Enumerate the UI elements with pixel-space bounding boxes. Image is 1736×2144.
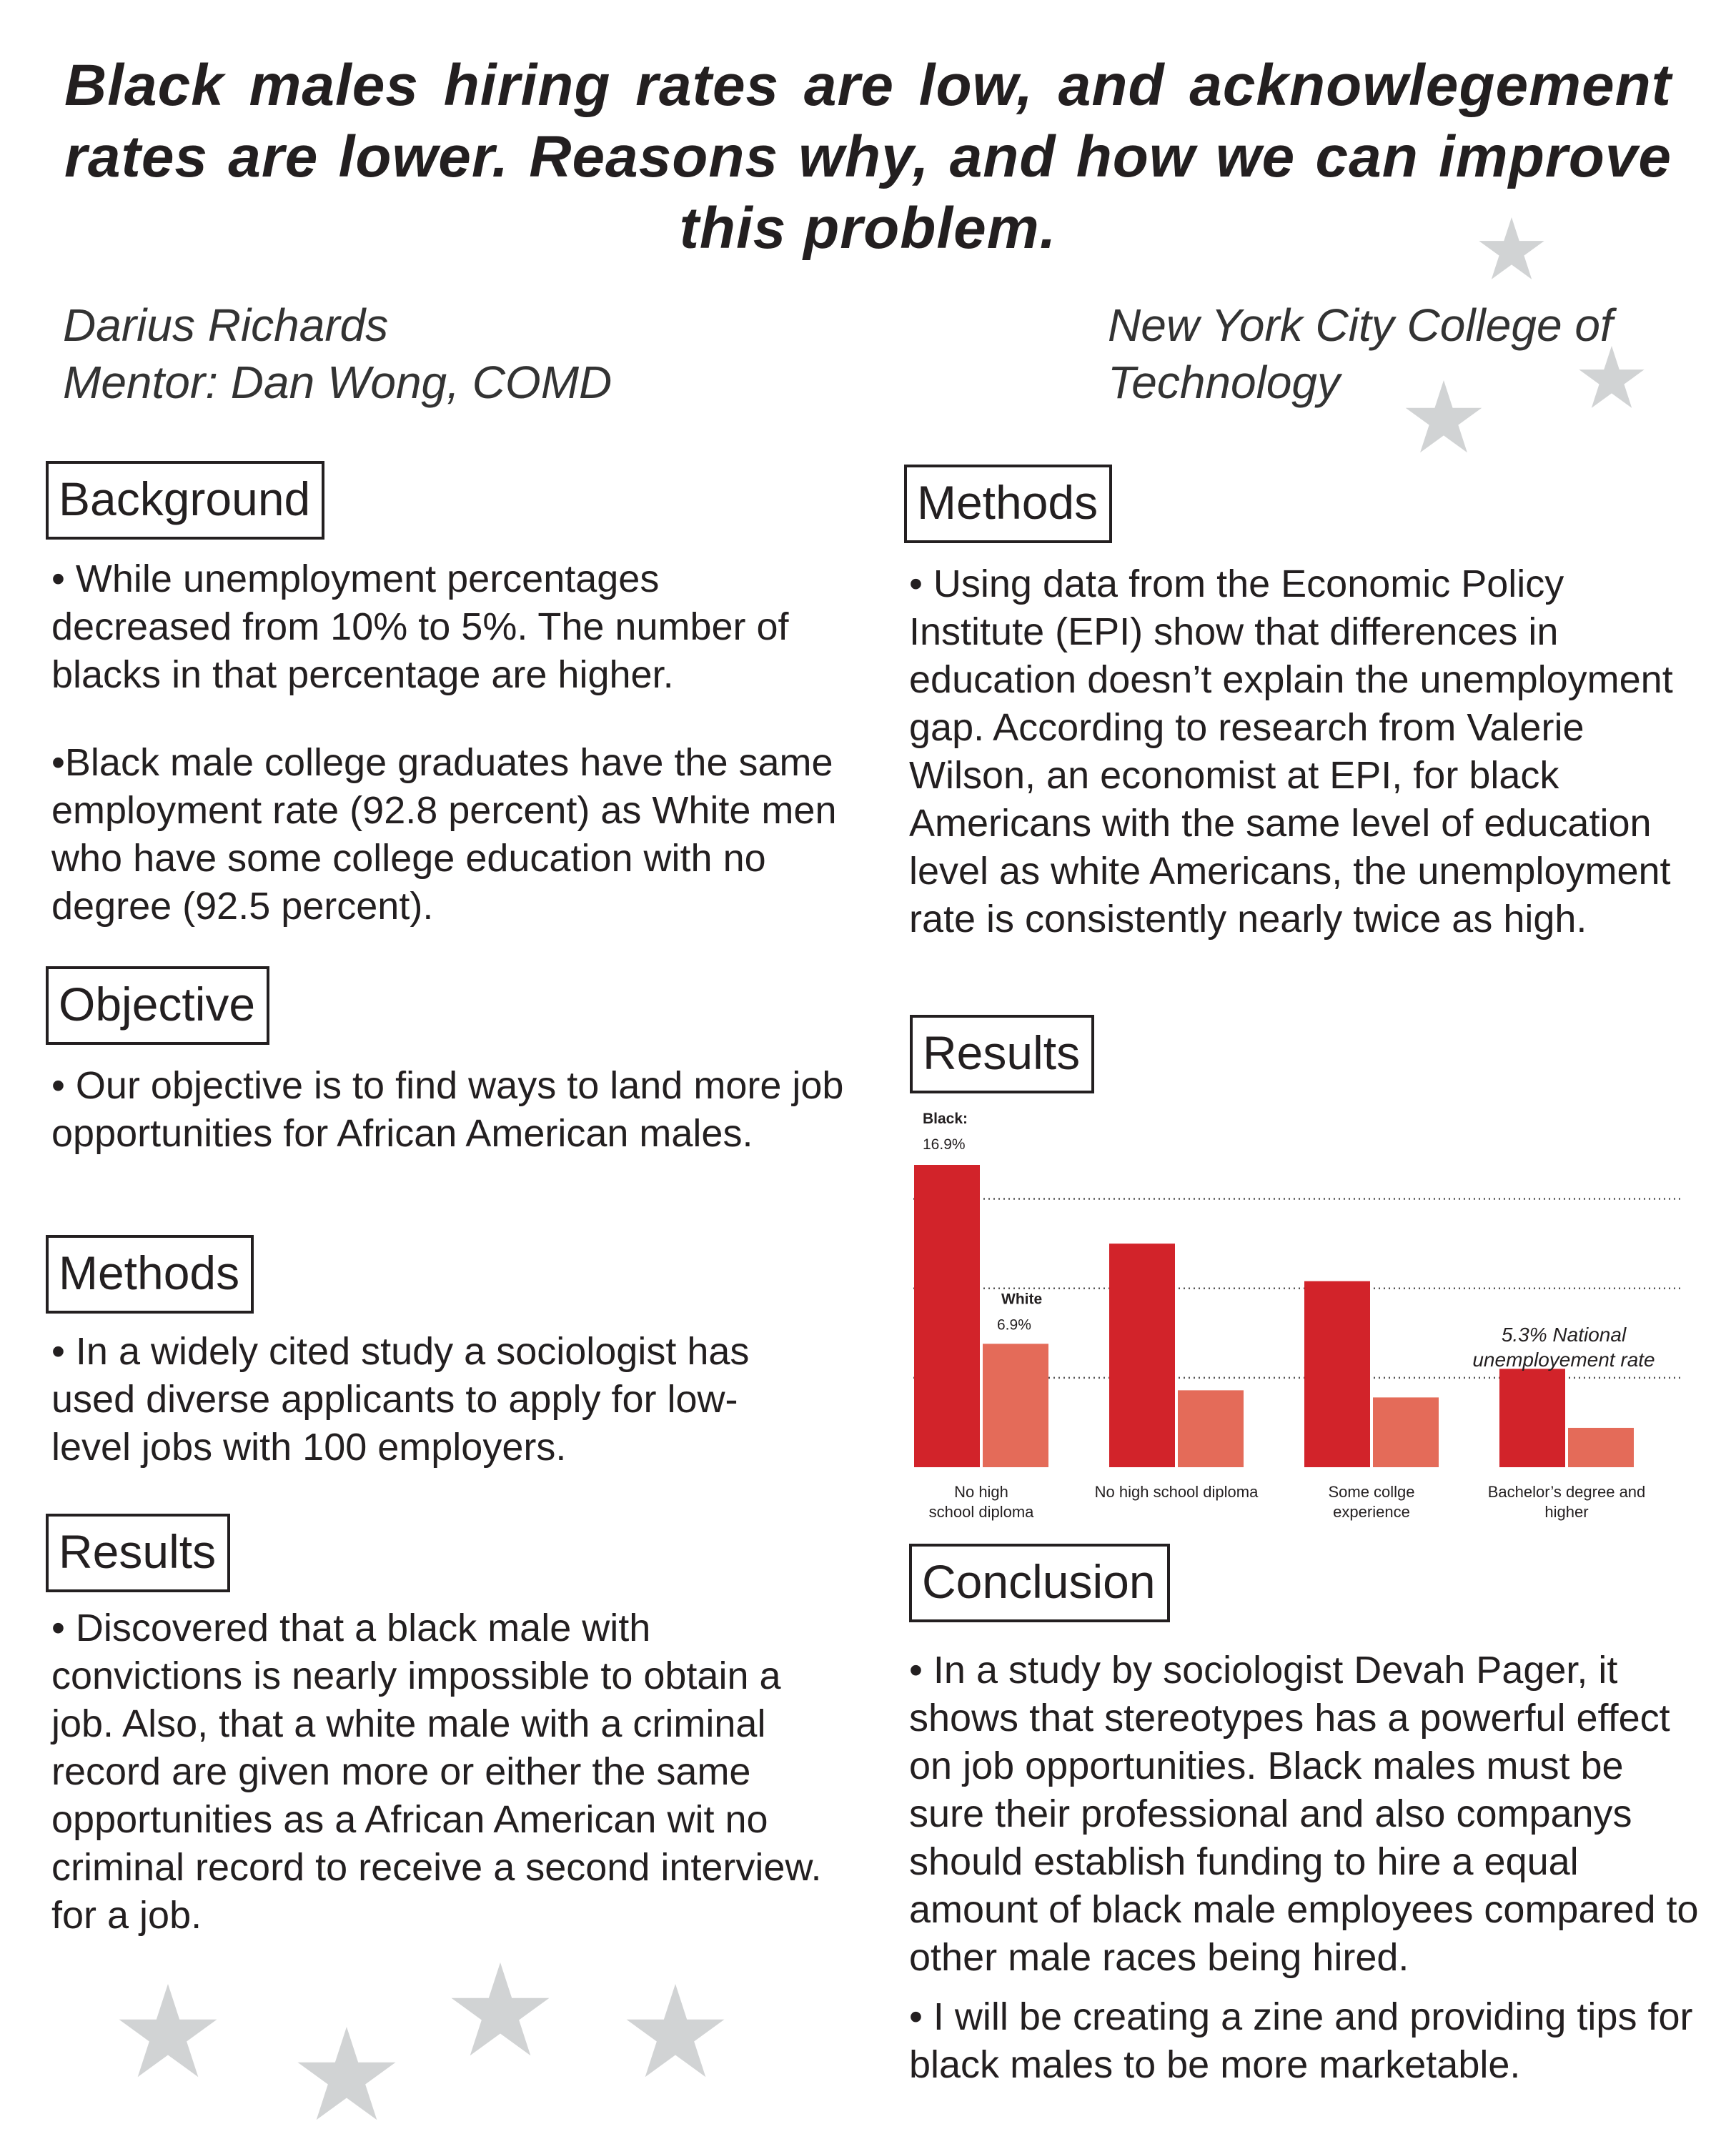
category-label: higher bbox=[1544, 1503, 1589, 1521]
section-heading-background: Background bbox=[46, 461, 324, 540]
section-heading-objective: Objective bbox=[46, 966, 269, 1045]
background-bullet-2: •Black male college graduates have the same employment rate (92.8 percent) as White men who have some college education with no degree (92.5 percent). bbox=[51, 741, 837, 928]
category-label: school diploma bbox=[928, 1503, 1034, 1521]
star-icon bbox=[1479, 217, 1544, 279]
section-heading-results-right: Results bbox=[910, 1015, 1094, 1093]
black-bar bbox=[1304, 1281, 1370, 1467]
section-heading-methods-left: Methods bbox=[46, 1235, 254, 1314]
white-bar bbox=[1178, 1390, 1244, 1467]
annotation-national-rate: 5.3% National bbox=[1501, 1324, 1627, 1346]
conclusion-bullet-2: • I will be creating a zine and providing tips for black males to be more marketable. bbox=[909, 1995, 1693, 2086]
white-bar bbox=[1568, 1428, 1634, 1467]
series-label-black: Black: bbox=[923, 1111, 968, 1127]
star-icon bbox=[452, 1962, 550, 2055]
unemployment-bar-chart bbox=[908, 1101, 1687, 1529]
category-label: No high bbox=[954, 1483, 1008, 1501]
star-icon bbox=[1406, 380, 1482, 452]
institution-line-1: New York City College of bbox=[1108, 299, 1613, 351]
star-icon bbox=[119, 1984, 217, 2077]
white-bar bbox=[983, 1344, 1048, 1467]
methods-left-text: • In a widely cited study a sociologist has used diverse applicants to apply for low-level jobs with 100 employers. bbox=[51, 1330, 750, 1469]
data-label-white: 6.9% bbox=[997, 1316, 1031, 1334]
black-bar bbox=[1499, 1369, 1565, 1467]
series-label-white: White bbox=[1001, 1291, 1043, 1308]
category-label: Some collge bbox=[1328, 1483, 1415, 1501]
author-name: Darius Richards bbox=[63, 299, 389, 351]
white-bar bbox=[1373, 1397, 1439, 1467]
objective-text: • Our objective is to find ways to land more job opportunities for African American males. bbox=[51, 1064, 844, 1155]
background-bullet-1: • While unemployment percentages decreased from 10% to 5%. The number of blacks in that percentage are higher. bbox=[51, 557, 789, 696]
category-label: experience bbox=[1333, 1503, 1410, 1521]
star-icon bbox=[1579, 346, 1644, 408]
conclusion-bullet-1: • In a study by sociologist Devah Pager, it shows that stereotypes has a powerful effect on job opportunities. Black males must be sure their professional and also companys should establish funding to hire a equal amount of black male employees compared to other male races being hired. bbox=[909, 1649, 1699, 1979]
section-heading-conclusion: Conclusion bbox=[909, 1544, 1170, 1622]
methods-right-text: • Using data from the Economic Policy Institute (EPI) show that differences in education doesn’t explain the unemployment gap. According to research from Valerie Wilson, an economist at EPI, for black Americans with the same level of education level as white Americans, the unemployment rate is consistently nearly twice as high. bbox=[909, 562, 1673, 941]
star-icon bbox=[627, 1984, 725, 2077]
conclusion-text bbox=[909, 1647, 1702, 2089]
poster-title: Black males hiring rates are low, and acknowlegement rates are lower. Reasons why, and how we can improve this problem. bbox=[64, 53, 1672, 261]
background-text bbox=[51, 555, 845, 930]
black-bar bbox=[914, 1165, 980, 1467]
star-icon bbox=[298, 2027, 396, 2120]
institution-line-2: Technology bbox=[1108, 357, 1340, 408]
data-label-black: 16.9% bbox=[923, 1136, 966, 1153]
results-left-text: • Discovered that a black male with convictions is nearly impossible to obtain a job. Also, that a white male with a criminal record are given more or either the same opportunities as a African American wit no criminal record to receive a second interview. for a job. bbox=[51, 1607, 822, 1937]
black-bar bbox=[1109, 1244, 1175, 1467]
category-label: No high school diploma bbox=[1094, 1483, 1259, 1501]
section-heading-methods-right: Methods bbox=[904, 465, 1112, 543]
annotation-national-rate: unemployement rate bbox=[1472, 1349, 1655, 1371]
category-label: Bachelor’s degree and bbox=[1487, 1483, 1646, 1501]
section-heading-results-left: Results bbox=[46, 1514, 230, 1592]
mentor-name: Mentor: Dan Wong, COMD bbox=[63, 357, 612, 408]
